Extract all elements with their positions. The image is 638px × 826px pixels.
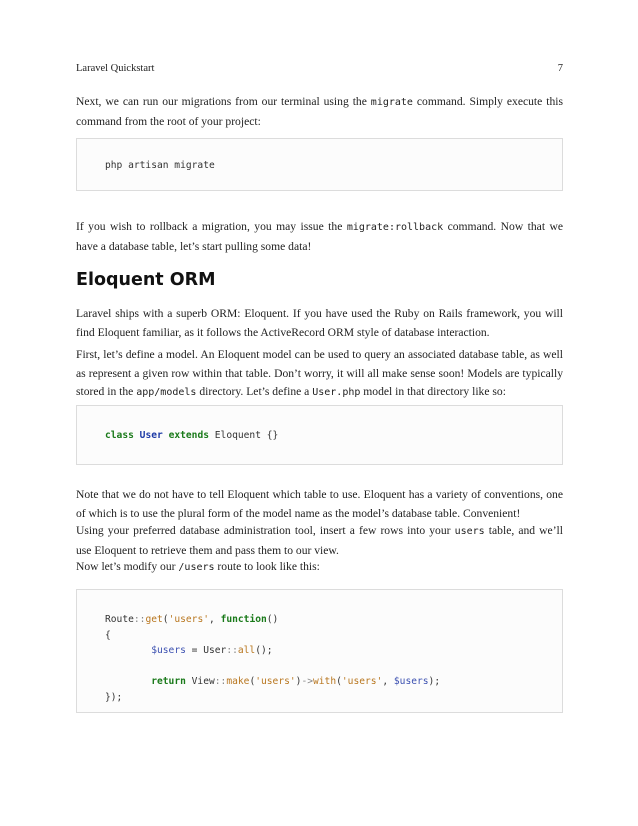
inline-code-app-models: app/models xyxy=(136,387,197,398)
paragraph-run-migrations: Next, we can run our migrations from our terminal using the migrate command. Simply execute this command from the root of your project: xyxy=(76,95,563,128)
document-page xyxy=(76,0,563,826)
code-block-users-route: Route::get('users', function() { $users = User::all(); return View::make('users')->with('users', $users); }); xyxy=(76,589,563,713)
code-line: php artisan migrate xyxy=(105,160,215,171)
page-number: 7 xyxy=(557,63,563,74)
inline-code-users-route: /users xyxy=(178,562,215,573)
paragraph-define-model: First, let’s define a model. An Eloquent model can be used to query an associated database table, as well as represent a given row within that table. Don’t worry, it will all make sense soon! Models are typically stored in the app/models directory. Let’s define a User.php model in that directory like so: xyxy=(76,348,563,398)
paragraph-rollback: If you wish to rollback a migration, you may issue the migrate:rollback command. Now that we have a database table, let’s start pulling some data! xyxy=(76,220,564,253)
running-header xyxy=(76,61,563,77)
inline-code-user-php: User.php xyxy=(312,387,361,398)
inline-code-migrate-rollback: migrate:rollback xyxy=(346,222,444,233)
book-title: Laravel Quickstart xyxy=(76,63,155,74)
inline-code-migrate: migrate xyxy=(370,97,413,108)
paragraph-conventions: Note that we do not have to tell Eloquent which table to use. Eloquent has a variety of conventions, one of which is to use the plural form of the model name as the model’s database table. Convenient! xyxy=(76,488,563,520)
inline-code-users: users xyxy=(454,526,485,537)
paragraph-eloquent-intro: Laravel ships with a superb ORM: Eloquent. If you have used the Ruby on Rails framework, you will find Eloquent familiar, as it follows the ActiveRecord ORM style of database interaction. xyxy=(76,307,563,339)
code-block-artisan-migrate xyxy=(76,138,563,191)
code-block-user-model: class User extends Eloquent {} xyxy=(76,405,563,465)
paragraph-insert-rows: Using your preferred database administration tool, insert a few rows into your users table, and we’ll use Eloquent to retrieve them and pass them to our view. xyxy=(76,524,564,557)
section-heading: Eloquent ORM xyxy=(76,270,216,290)
paragraph-modify-route: Now let’s modify our /users route to look like this: xyxy=(76,560,320,573)
